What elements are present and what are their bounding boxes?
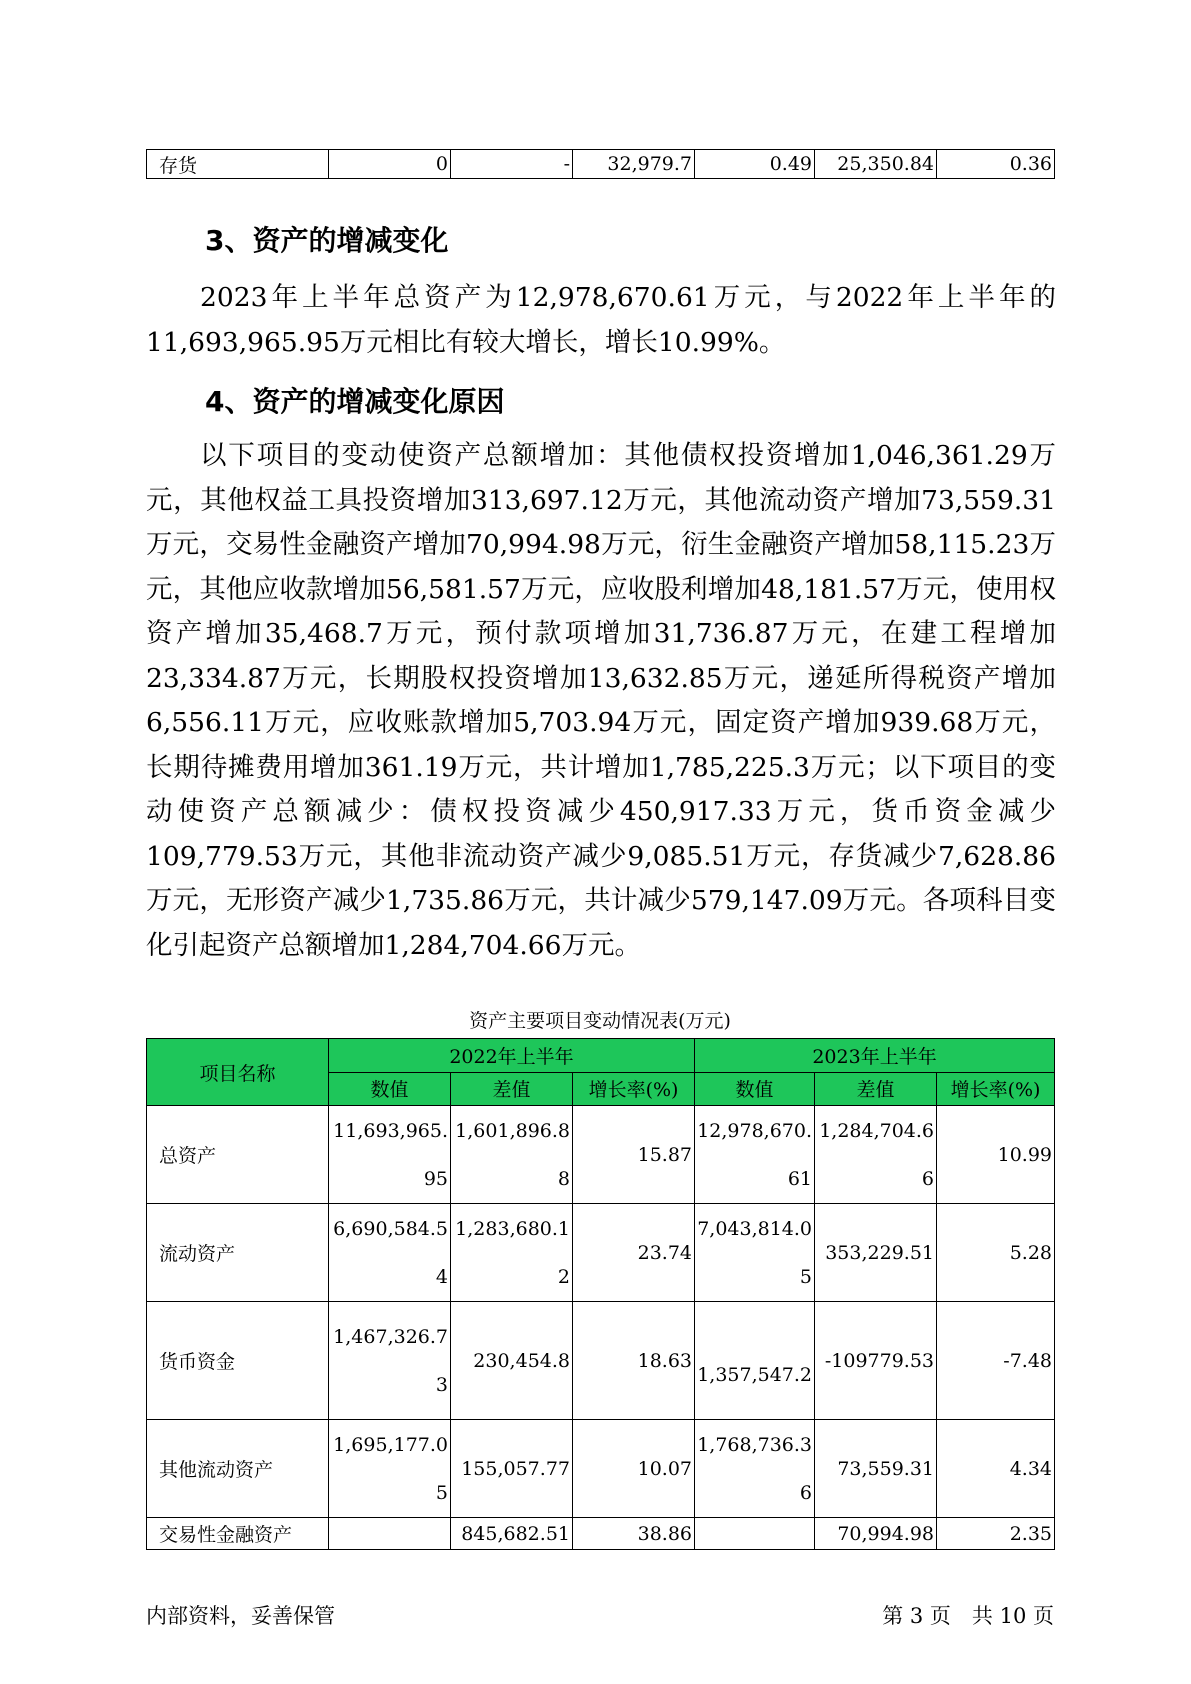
cell: 845,682.51 (451, 1518, 573, 1550)
asset-change-table (146, 1038, 1055, 1550)
cell: 73,559.31 (815, 1420, 937, 1518)
cell: 1,357,547.2 (695, 1302, 815, 1420)
table-row (147, 150, 1055, 179)
footer-page-number: 第 3 页 共 10 页 (882, 1604, 1054, 1628)
row-label: 其他流动资产 (147, 1420, 329, 1518)
section-paragraph-3: 2023年上半年总资产为12,978,670.61万元，与2022年上半年的11,693,965.95万元相比有较大增长，增长10.99%。 (146, 282, 1056, 358)
footer-confidential-note: 内部资料，妥善保管 (146, 1604, 335, 1628)
table-row (147, 1106, 1055, 1204)
inventory-table (146, 149, 1055, 179)
cell: 25,350.84 (815, 150, 937, 179)
cell: 4.34 (937, 1420, 1055, 1518)
cell (695, 1518, 815, 1550)
table-row (147, 1302, 1055, 1420)
cell: 1,467,326.73 (329, 1302, 451, 1420)
cell: 230,454.8 (451, 1302, 573, 1420)
cell: 70,994.98 (815, 1518, 937, 1550)
header-rate: 增长率(%) (573, 1072, 695, 1106)
table-caption: 资产主要项目变动情况表(万元) (469, 1010, 731, 1032)
cell: 10.07 (573, 1420, 695, 1518)
cell: 11,693,965.95 (329, 1106, 451, 1204)
header-year-2022: 2022年上半年 (329, 1039, 695, 1073)
header-diff: 差值 (451, 1072, 573, 1106)
cell: 1,768,736.36 (695, 1420, 815, 1518)
header-value: 数值 (329, 1072, 451, 1106)
header-year-2023: 2023年上半年 (695, 1039, 1055, 1073)
cell: - (451, 150, 573, 179)
cell: 1,601,896.88 (451, 1106, 573, 1204)
cell: 32,979.7 (573, 150, 695, 179)
cell: 155,057.77 (451, 1420, 573, 1518)
table-row (147, 1204, 1055, 1302)
cell: -7.48 (937, 1302, 1055, 1420)
cell: 6,690,584.54 (329, 1204, 451, 1302)
cell: 1,284,704.66 (815, 1106, 937, 1204)
section-heading-4: 4、资产的增减变化原因 (205, 385, 505, 418)
header-rate: 增长率(%) (937, 1072, 1055, 1106)
cell: 2.35 (937, 1518, 1055, 1550)
row-label: 交易性金融资产 (147, 1518, 329, 1550)
cell: 0 (329, 150, 451, 179)
table-row (147, 1518, 1055, 1550)
cell: 18.63 (573, 1302, 695, 1420)
cell: 0.49 (695, 150, 815, 179)
cell: 12,978,670.61 (695, 1106, 815, 1204)
cell: 7,043,814.05 (695, 1204, 815, 1302)
row-label: 存货 (147, 150, 329, 179)
row-label: 货币资金 (147, 1302, 329, 1420)
cell: 353,229.51 (815, 1204, 937, 1302)
cell: -109779.53 (815, 1302, 937, 1420)
cell (329, 1518, 451, 1550)
header-item: 项目名称 (147, 1039, 329, 1106)
table-row (147, 1420, 1055, 1518)
cell: 10.99 (937, 1106, 1055, 1204)
cell: 23.74 (573, 1204, 695, 1302)
row-label: 总资产 (147, 1106, 329, 1204)
cell: 0.36 (937, 150, 1055, 179)
cell: 1,283,680.12 (451, 1204, 573, 1302)
cell: 5.28 (937, 1204, 1055, 1302)
header-value: 数值 (695, 1072, 815, 1106)
cell: 15.87 (573, 1106, 695, 1204)
cell: 1,695,177.05 (329, 1420, 451, 1518)
section-heading-3: 3、资产的增减变化 (205, 224, 449, 257)
cell: 38.86 (573, 1518, 695, 1550)
section-paragraph-4: 以下项目的变动使资产总额增加：其他债权投资增加1,046,361.29万元，其他权益工具投资增加313,697.12万元，其他流动资产增加73,559.31万元，交易性金融资产增加70,994.98万元，衍生金融资产增加58,115.23万元，其他应收款增加56,581.57万元，应收股利增加48,181.57万元，使用权资产增加35,468.7万元，预付款项增加31,736.87万元，在建工程增加23,334.87万元，长期股权投资增加13,632.85万元，递延所得税资产增加6,556.11万元，应收账款增加5,703.94万元，固定资产增加939.68万元，长期待摊费用增加361.19万元，共计增加1,785,225.3万元；以下项目的变动使资产总额减少：债权投资减少450,917.33万元，货币资金减少109,779.53万元，其他非流动资产减少9,085.51万元，存货减少7,628.86万元，无形资产减少1,735.86万元，共计减少579,147.09万元。各项科目变化引起资产总额增加1,284,704.66万元。 (146, 440, 1056, 961)
header-diff: 差值 (815, 1072, 937, 1106)
header-row (147, 1039, 1055, 1073)
row-label: 流动资产 (147, 1204, 329, 1302)
